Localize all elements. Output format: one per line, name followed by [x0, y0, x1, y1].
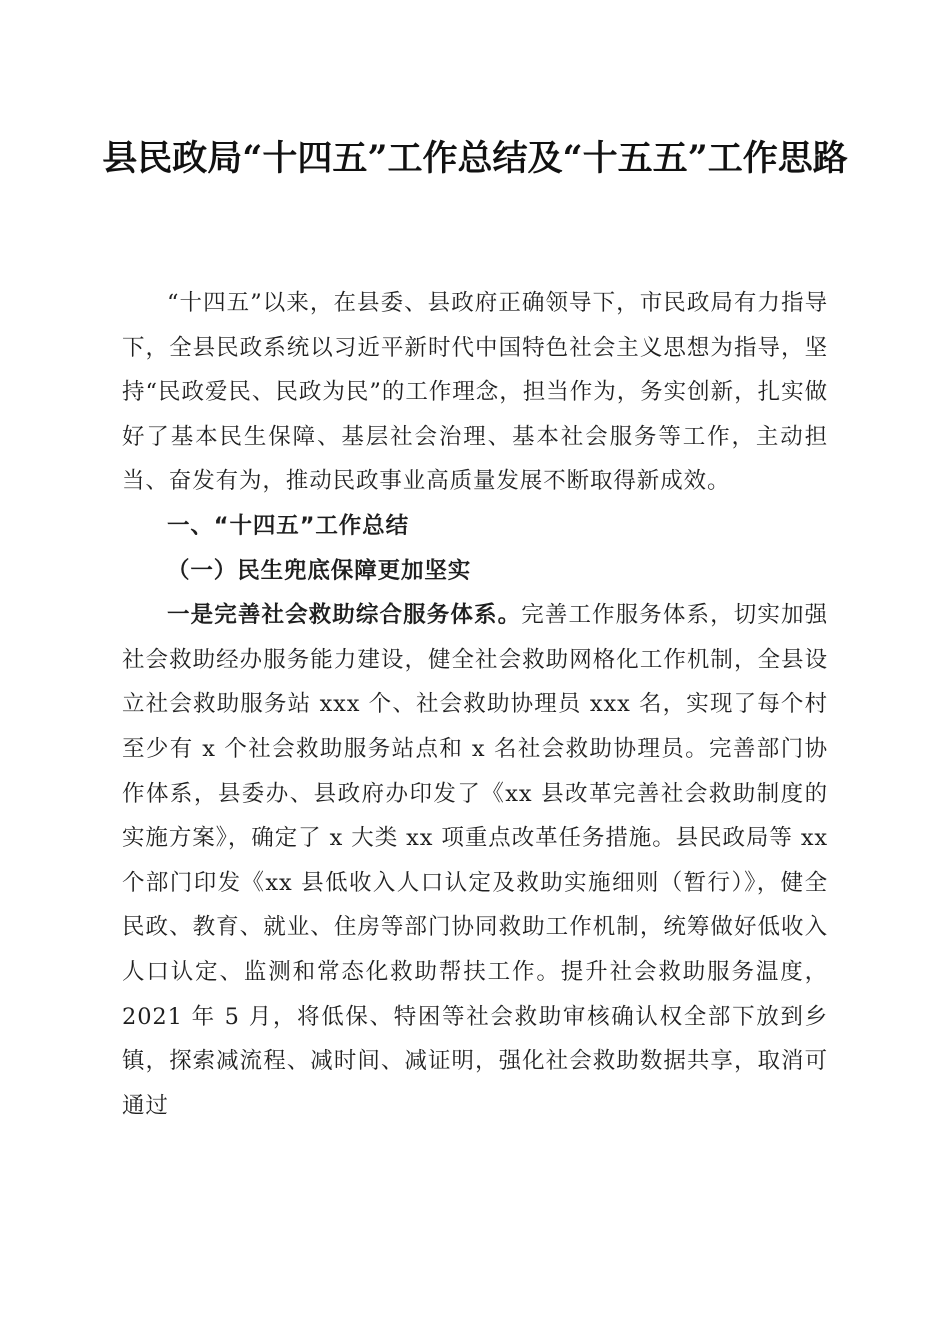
- subsection-heading: （一）民生兜底保障更加坚实: [167, 557, 472, 584]
- section-heading: 一、“十四五”工作总结: [167, 512, 409, 539]
- paragraph-body: 完善工作服务体系，切实加强社会救助经办服务能力建设，健全社会救助网格化工作机制，全县设立社会救助服务站 xxx 个、社会救助协理员 xxx 名，实现了每个村至少有 x 个社会救助服务站点和 x 名社会救助协理员。完善部门协作体系，县委办、县政府办印发了《xx 县改革完善社会救助制度的实施方案》，确定了 x 大类 xx 项重点改革任务措施。县民政局等 xx 个部门印发《xx 县低收入人口认定及救助实施细则（暂行）》，健全民政、教育、就业、住房等部门协同救助工作机制，统筹做好低收入人口认定、监测和常态化救助帮扶工作。提升社会救助服务温度，2021 年 5 月，将低保、特困等社会救助审核确认权全部下放到乡镇，探索减流程、减时间、减证明，强化社会救助数据共享，取消可通过: [122, 602, 828, 1119]
- paragraph-lead: 一是完善社会救助综合服务体系。: [167, 602, 522, 629]
- intro-paragraph: “十四五”以来，在县委、县政府正确领导下，市民政局有力指导下，全县民政系统以习近平新时代中国特色社会主义思想为指导，坚持“民政爱民、民政为民”的工作理念，担当作为，务实创新，扎实做好了基本民生保障、基层社会治理、基本社会服务等工作，主动担当、奋发有为，推动民政事业高质量发展不断取得新成效。: [122, 290, 828, 495]
- document-title: 县民政局“十四五”工作总结及“十五五”工作思路: [102, 138, 848, 179]
- body-paragraph: [122, 593, 828, 1128]
- document-body: [122, 281, 828, 1128]
